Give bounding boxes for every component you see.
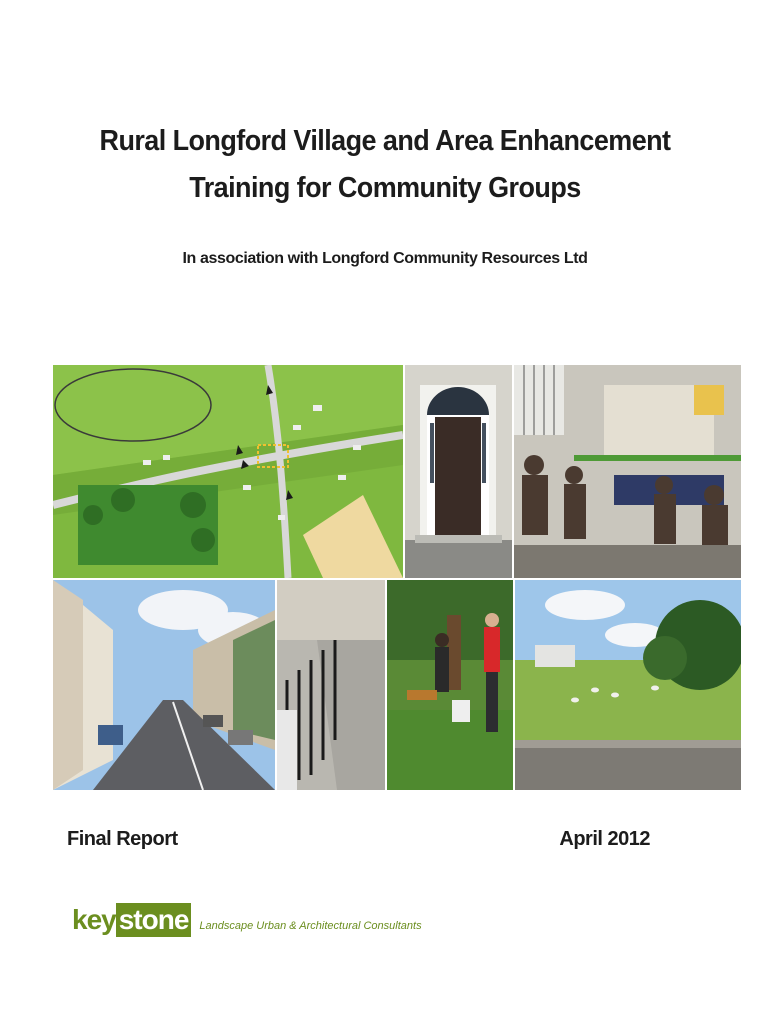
logo-word-key: key — [72, 904, 116, 935]
photo-collage — [53, 365, 741, 790]
subtitle: In association with Longford Community Resources Ltd — [182, 250, 588, 267]
logo-tagline: Landscape Urban & Architectural Consultants — [199, 920, 422, 932]
village-street — [53, 580, 275, 790]
georgian-door — [405, 365, 512, 578]
report-date: April 2012 — [559, 828, 650, 850]
community-planting — [387, 580, 513, 790]
railings-pavement — [277, 580, 385, 790]
field-with-sheep — [515, 580, 741, 790]
logo-word-stone: stone — [116, 903, 192, 937]
keystone-logo — [72, 903, 422, 937]
page-title — [27, 118, 743, 212]
report-type: Final Report — [67, 828, 178, 850]
village-plan-diagram — [53, 365, 403, 578]
title-line-1: Rural Longford Village and Area Enhancement — [99, 125, 671, 157]
title-line-2: Training for Community Groups — [189, 172, 581, 204]
community-meeting — [514, 365, 741, 578]
